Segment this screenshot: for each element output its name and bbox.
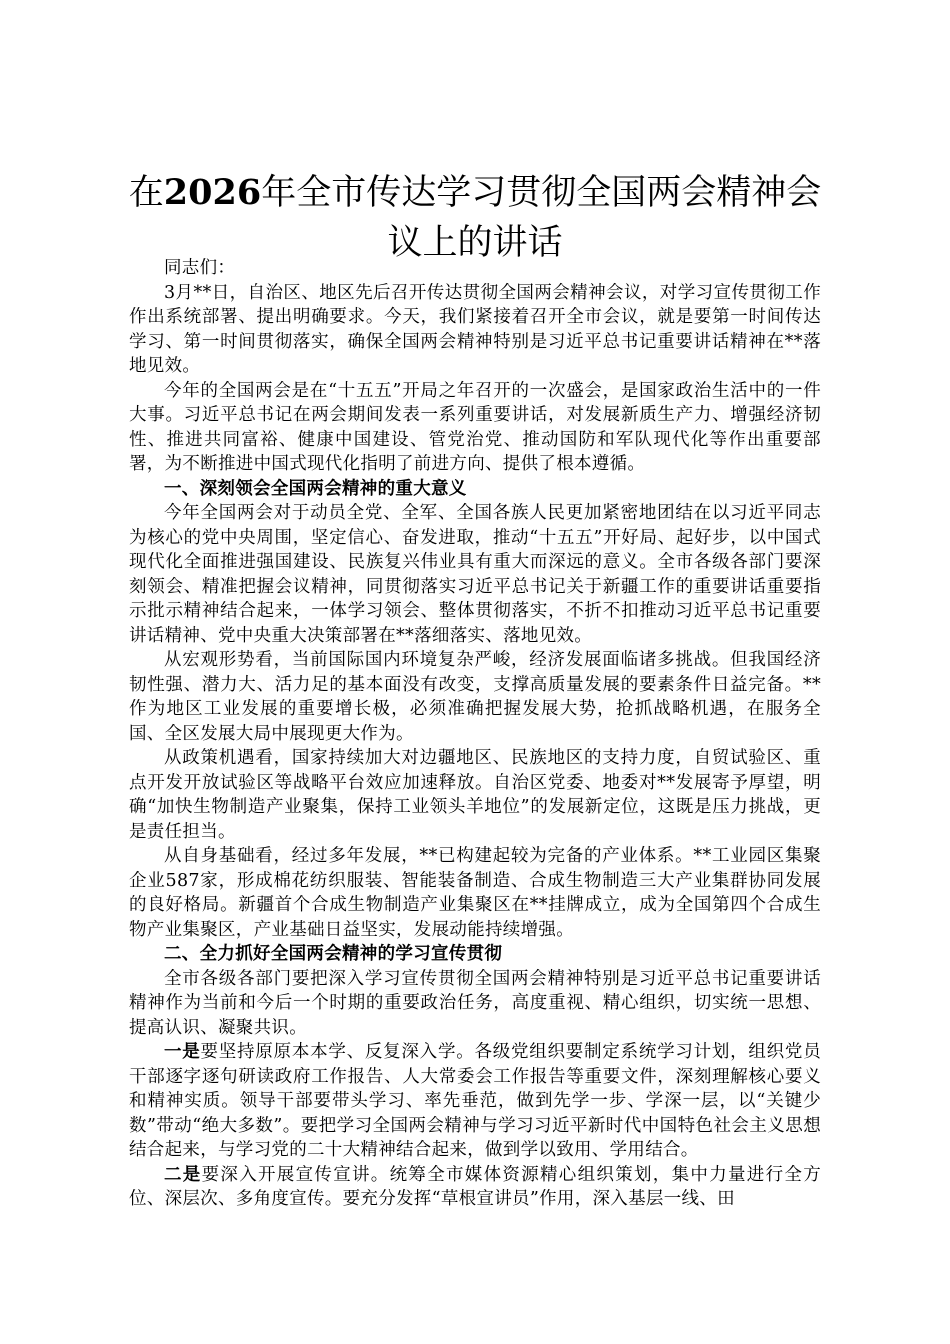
document-title <box>120 168 830 268</box>
document-body <box>129 256 821 1212</box>
paragraph-2: 今年的全国两会是在“十五五”开局之年召开的一次盛会，是国家政治生活中的一件大事。习近平总书记在两会期间发表一系列重要讲话，对发展新质生产力、增强经济韧性、推进共同富裕、健康中国建设、管党治党、推动国防和军队现代化等作出重要部署，为不断推进中国式现代化指明了前进方向、提供了根本遵循。 <box>129 380 821 474</box>
title-prefix: 在 <box>128 173 164 213</box>
title-suffix: 年全市传达学习贯彻全国两会精神会议上的讲话 <box>261 173 822 263</box>
section-2-item-1 <box>129 1040 821 1163</box>
section-2-heading: 二、全力抓好全国两会精神的学习宣传贯彻 <box>164 944 503 964</box>
item-2-lead: 二是 <box>164 1164 202 1185</box>
section-2-intro: 全市各级各部门要把深入学习宣传贯彻全国两会精神特别是习近平总书记重要讲话精神作为当前和今后一个时期的重要政治任务，高度重视、精心组织，切实统一思想、提高认识、凝聚共识。 <box>129 968 821 1038</box>
title-year: 2026 <box>163 172 262 213</box>
section-1-paragraph-2: 从宏观形势看，当前国际国内环境复杂严峻，经济发展面临诸多挑战。但我国经济韧性强、潜力大、活力足的基本面没有改变，支撑高质量发展的要素条件日益完备。**作为地区工业发展的重要增长极，必须准确把握发展大势，抢抓战略机遇，在服务全国、全区发展大局中展现更大作为。 <box>129 650 821 744</box>
section-1-heading: 一、深刻领会全国两会精神的重大意义 <box>164 478 467 499</box>
item-2-text: 要深入开展宣传宣讲。统筹全市媒体资源精心组织策划，集中力量进行全方位、深层次、多角度宣传。要充分发挥“草根宣讲员”作用，深入基层一线、田 <box>129 1164 821 1209</box>
paragraph-1: 3月**日，自治区、地区先后召开传达贯彻全国两会精神会议，对学习宣传贯彻工作作出系统部署、提出明确要求。今天，我们紧接着召开全市会议，就是要第一时间传达学习、第一时间贯彻落实，确保全国两会精神特别是习近平总书记重要讲话精神在**落地见效。 <box>129 282 821 376</box>
section-1-paragraph-4: 从自身基础看，经过多年发展，**已构建起较为完备的产业体系。**工业园区集聚企业587家，形成棉花纺织服装、智能装备制造、合成生物制造三大产业集群协同发展的良好格局。新疆首个合成生物制造产业集聚区在**挂牌成立，成为全国第四个合成生物产业集聚区，产业基础日益坚实，发展动能持续增强。 <box>129 846 821 940</box>
greeting: 同志们： <box>164 258 236 278</box>
section-2-item-2 <box>129 1163 821 1212</box>
section-1-paragraph-1: 今年全国两会对于动员全党、全军、全国各族人民更加紧密地团结在以习近平同志为核心的党中央周围，坚定信心、奋发进取，推动“十五五”开好局、起好步，以中国式现代化全面推进强国建设、民族复兴伟业具有重大而深远的意义。全市各级各部门要深刻领会、精准把握会议精神，同贯彻落实习近平总书记关于新疆工作的重要讲话重要指示批示精神结合起来，一体学习领会、整体贯彻落实，不折不扣推动习近平总书记重要讲话精神、党中央重大决策部署在**落细落实、落地见效。 <box>129 503 821 646</box>
item-1-lead: 一是 <box>164 1042 201 1062</box>
section-1-paragraph-3: 从政策机遇看，国家持续加大对边疆地区、民族地区的支持力度，自贸试验区、重点开发开放试验区等战略平台效应加速释放。自治区党委、地委对**发展寄予厚望，明确“加快生物制造产业聚集，保持工业领头羊地位”的发展新定位，这既是压力挑战，更是责任担当。 <box>129 748 821 842</box>
item-1-text: 要坚持原原本本学、反复深入学。各级党组织要制定系统学习计划，组织党员干部逐字逐句研读政府工作报告、人大常委会工作报告等重要文件，深刻理解核心要义和精神实质。领导干部要带头学习、率先垂范，做到先学一步、学深一层，以“关键少数”带动“绝大多数”。要把学习全国两会精神与学习习近平新时代中国特色社会主义思想结合起来，与学习党的二十大精神结合起来，做到学以致用、学用结合。 <box>129 1042 821 1160</box>
